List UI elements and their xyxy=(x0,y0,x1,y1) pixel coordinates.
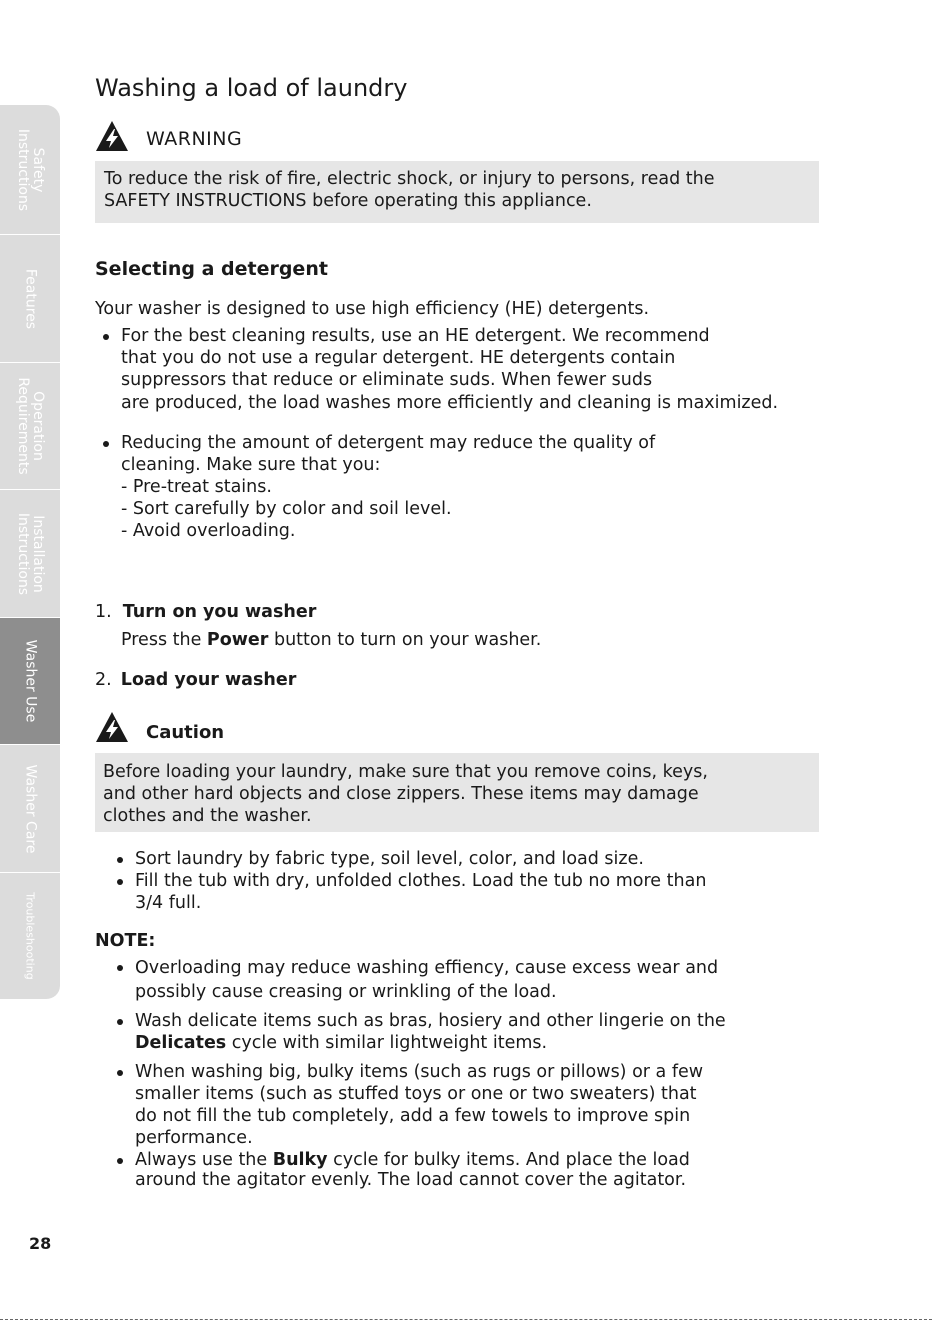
bullet-line: When washing big, bulky items (such as rugs or pillows) or a few xyxy=(135,1062,704,1082)
bullet-line: around the agitator evenly. The load cannot cover the agitator. xyxy=(135,1170,687,1190)
list-item xyxy=(109,956,829,1004)
tab-troubleshooting-label: Troubleshooting xyxy=(23,892,37,980)
step-2-title: Load your washer xyxy=(120,670,297,690)
bullet-line: For the best cleaning results, use an HE detergent. We recommend xyxy=(121,326,710,346)
power-button-term: Power xyxy=(206,630,269,650)
list-item xyxy=(109,1149,829,1191)
tab-washer-use-label: Washer Use xyxy=(22,639,39,723)
bullet-line: possibly cause creasing or wrinkling of the load. xyxy=(135,982,557,1002)
bullet-text: Always use the xyxy=(135,1150,273,1170)
warning-heading: WARNING xyxy=(146,128,243,150)
bullet-line: do not fill the tub completely, add a few towels to improve spin xyxy=(135,1106,691,1126)
detergent-bullet-list-2 xyxy=(95,432,875,542)
tab-washer-care[interactable] xyxy=(0,745,60,873)
bullet-line: 3/4 full. xyxy=(135,893,202,913)
tab-operation-requirements-label: Operation Requirements xyxy=(15,377,46,475)
step-1-header xyxy=(95,602,316,622)
page-number: 28 xyxy=(29,1234,52,1253)
bullet-text: cycle with similar lightweight items. xyxy=(226,1033,548,1053)
caution-text-line: Before loading your laundry, make sure that you remove coins, keys, xyxy=(103,762,708,782)
tab-installation-instructions-label: Installation Instructions xyxy=(15,512,46,595)
tab-operation-requirements[interactable] xyxy=(0,363,60,490)
caution-icon xyxy=(95,711,129,743)
bullet-line: suppressors that reduce or eliminate suds. When fewer suds xyxy=(121,370,653,390)
detergent-heading: Selecting a detergent xyxy=(95,258,328,280)
step-1-text xyxy=(121,629,541,651)
tab-washer-use[interactable] xyxy=(0,618,60,745)
warning-text-line: To reduce the risk of fire, electric shock, or injury to persons, read the xyxy=(104,169,715,189)
caution-box xyxy=(95,753,819,832)
step-2-header xyxy=(95,670,296,690)
tab-features[interactable] xyxy=(0,235,60,363)
note-bullet-list-1 xyxy=(109,956,829,1004)
bullet-line xyxy=(135,1032,829,1054)
warning-icon xyxy=(95,120,129,152)
load-bullet-list xyxy=(109,848,829,914)
tab-washer-care-label: Washer Care xyxy=(22,764,39,853)
warning-box xyxy=(95,161,819,223)
bullet-line: performance. xyxy=(135,1128,253,1148)
bullet-line: Overloading may reduce washing effiency, cause excess wear and xyxy=(135,958,719,978)
list-item xyxy=(109,1061,829,1149)
step-1-number: 1. xyxy=(95,602,112,622)
bullet-line: - Sort carefully by color and soil level. xyxy=(121,499,452,519)
tab-features-label: Features xyxy=(22,268,39,329)
note-label: NOTE: xyxy=(95,931,156,951)
footer-divider xyxy=(0,1319,932,1320)
step-2-number: 2. xyxy=(95,670,112,690)
page-title: Washing a load of laundry xyxy=(95,74,408,102)
bullet-line: Wash delicate items such as bras, hosiery and other lingerie on the xyxy=(135,1011,726,1031)
note-bullet-list-2 xyxy=(109,1010,829,1054)
caution-text-line: and other hard objects and close zippers. These items may damage xyxy=(103,784,699,804)
detergent-intro: Your washer is designed to use high efficiency (HE) detergents. xyxy=(95,299,650,319)
delicates-term: Delicates xyxy=(135,1033,227,1053)
list-item xyxy=(109,1010,829,1054)
bullet-line: cleaning. Make sure that you: xyxy=(121,455,381,475)
list-item xyxy=(109,870,829,914)
detergent-bullet-list xyxy=(95,325,875,414)
caution-heading: Caution xyxy=(146,722,225,743)
step-1-text-after: button to turn on your washer. xyxy=(268,630,542,650)
tab-installation-instructions[interactable] xyxy=(0,490,60,618)
list-item xyxy=(95,432,875,542)
note-bullet-list-3 xyxy=(109,1061,829,1191)
bullet-line: Fill the tub with dry, unfolded clothes. Load the tub no more than xyxy=(135,871,707,891)
bullet-line: smaller items (such as stuffed toys or one or two sweaters) that xyxy=(135,1084,697,1104)
tab-safety-instructions[interactable] xyxy=(0,105,60,235)
bullet-line: - Pre-treat stains. xyxy=(121,477,272,497)
bullet-line: are produced, the load washes more efficiently and cleaning is maximized. xyxy=(121,393,779,413)
tab-troubleshooting[interactable] xyxy=(0,873,60,1000)
step-1-text-before: Press the xyxy=(121,630,207,650)
bullet-line: Sort laundry by fabric type, soil level, color, and load size. xyxy=(135,849,644,869)
bulky-term: Bulky xyxy=(272,1150,328,1170)
bullet-line xyxy=(135,1149,829,1171)
caution-text-line: clothes and the washer. xyxy=(103,806,312,826)
warning-text-line: SAFETY INSTRUCTIONS before operating this appliance. xyxy=(104,191,592,211)
tab-safety-instructions-label: Safety Instructions xyxy=(15,128,46,211)
bullet-line: - Avoid overloading. xyxy=(121,521,296,541)
bullet-line: that you do not use a regular detergent. HE detergents contain xyxy=(121,348,676,368)
list-item xyxy=(109,848,829,870)
bullet-text: cycle for bulky items. And place the load xyxy=(327,1150,690,1170)
list-item xyxy=(95,325,875,414)
step-1-title: Turn on you washer xyxy=(122,602,317,622)
bullet-line: Reducing the amount of detergent may reduce the quality of xyxy=(121,433,656,453)
